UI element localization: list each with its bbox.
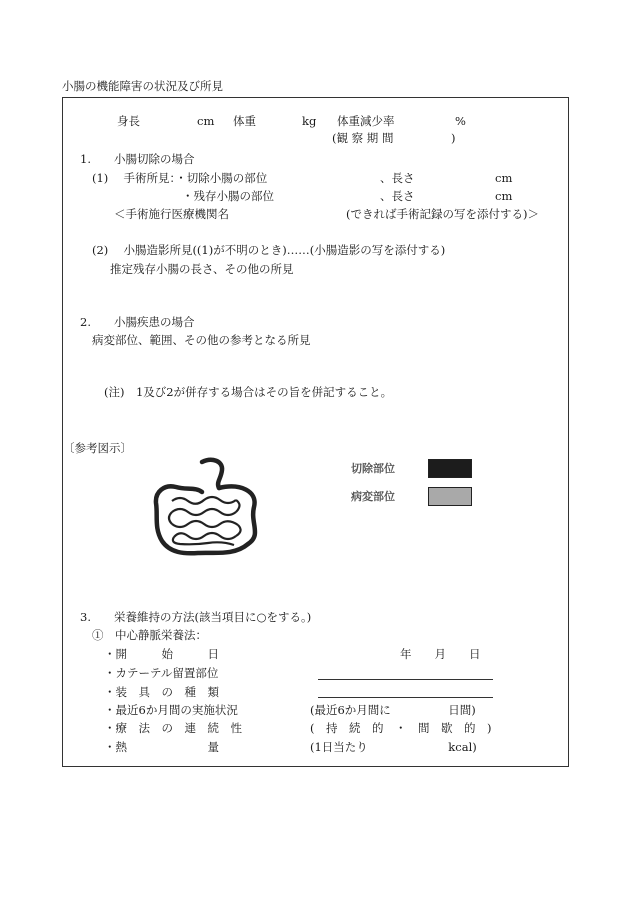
row-start-date-value: 年 月 日 bbox=[400, 647, 481, 661]
remaining-length-unit: cm bbox=[495, 189, 513, 203]
row-calories-label: ・熱 量 bbox=[104, 740, 219, 754]
row-catheter-label: ・カテーテル留置部位 bbox=[104, 666, 219, 680]
weight-loss-unit: % bbox=[455, 114, 466, 128]
legend-lesion-label: 病変部位 bbox=[351, 490, 395, 503]
weight-loss-label: 体重減少率 bbox=[337, 114, 395, 128]
weight-label: 体重 bbox=[233, 114, 256, 128]
legend-resected-swatch bbox=[428, 459, 472, 478]
height-label: 身長 bbox=[117, 114, 140, 128]
weight-unit: kg bbox=[302, 114, 317, 128]
resected-length-unit: cm bbox=[495, 171, 513, 185]
contrast-findings-label: (2) 小腸造影所見((1)が不明のとき)‥‥‥(小腸造影の写を添付する) bbox=[92, 243, 446, 257]
note: (注) 1及び2が併存する場合はその旨を併記すること。 bbox=[104, 385, 393, 399]
section1-title: 1. 小腸切除の場合 bbox=[80, 152, 195, 166]
resected-length-label: 、長さ bbox=[380, 171, 415, 185]
row-calories-value: (1日当たり kcal) bbox=[310, 740, 477, 754]
section2-sub: 病変部位、範囲、その他の参考となる所見 bbox=[92, 333, 311, 347]
remaining-length-label: 、長さ bbox=[380, 189, 415, 203]
device-type-field[interactable] bbox=[318, 697, 493, 698]
reference-label: 〔参考図示〕 bbox=[63, 441, 132, 455]
section3-title: 3. 栄養維持の方法(該当項目に○をする。) bbox=[80, 610, 312, 624]
row-recent-label: ・最近6か月間の実施状況 bbox=[104, 703, 238, 717]
legend-resected-label: 切除部位 bbox=[351, 462, 395, 475]
form-heading: 小腸の機能障害の状況及び所見 bbox=[62, 79, 223, 93]
legend-lesion-swatch bbox=[428, 487, 472, 506]
hospital-label: ＜手術施行医療機関名 bbox=[114, 207, 229, 221]
row-device-label: ・装 具 の 種 類 bbox=[104, 685, 219, 699]
row-continuity-value: ( 持 続 的 ・ 間 歇 的 ) bbox=[310, 721, 492, 735]
remaining-site-label: ・残存小腸の部位 bbox=[182, 189, 274, 203]
observation-period: (観 察 期 間 ) bbox=[332, 131, 456, 145]
section2-title: 2. 小腸疾患の場合 bbox=[80, 315, 195, 329]
section3-sub: ① 中心静脈栄養法： bbox=[92, 628, 207, 642]
row-continuity-label: ・療 法 の 連 続 性 bbox=[104, 721, 242, 735]
height-unit: cm bbox=[197, 114, 215, 128]
resected-site-label: (1) 手術所見：・切除小腸の部位 bbox=[92, 171, 268, 185]
small-intestine-illustration bbox=[150, 455, 270, 560]
row-start-date-label: ・開 始 日 bbox=[104, 647, 219, 661]
catheter-site-field[interactable] bbox=[318, 679, 493, 680]
row-recent-value: (最近6か月間に 日間) bbox=[310, 703, 476, 717]
hospital-note: (できれば手術記録の写を添付する)＞ bbox=[346, 207, 539, 221]
estimated-length-label: 推定残存小腸の長さ、その他の所見 bbox=[110, 262, 294, 276]
